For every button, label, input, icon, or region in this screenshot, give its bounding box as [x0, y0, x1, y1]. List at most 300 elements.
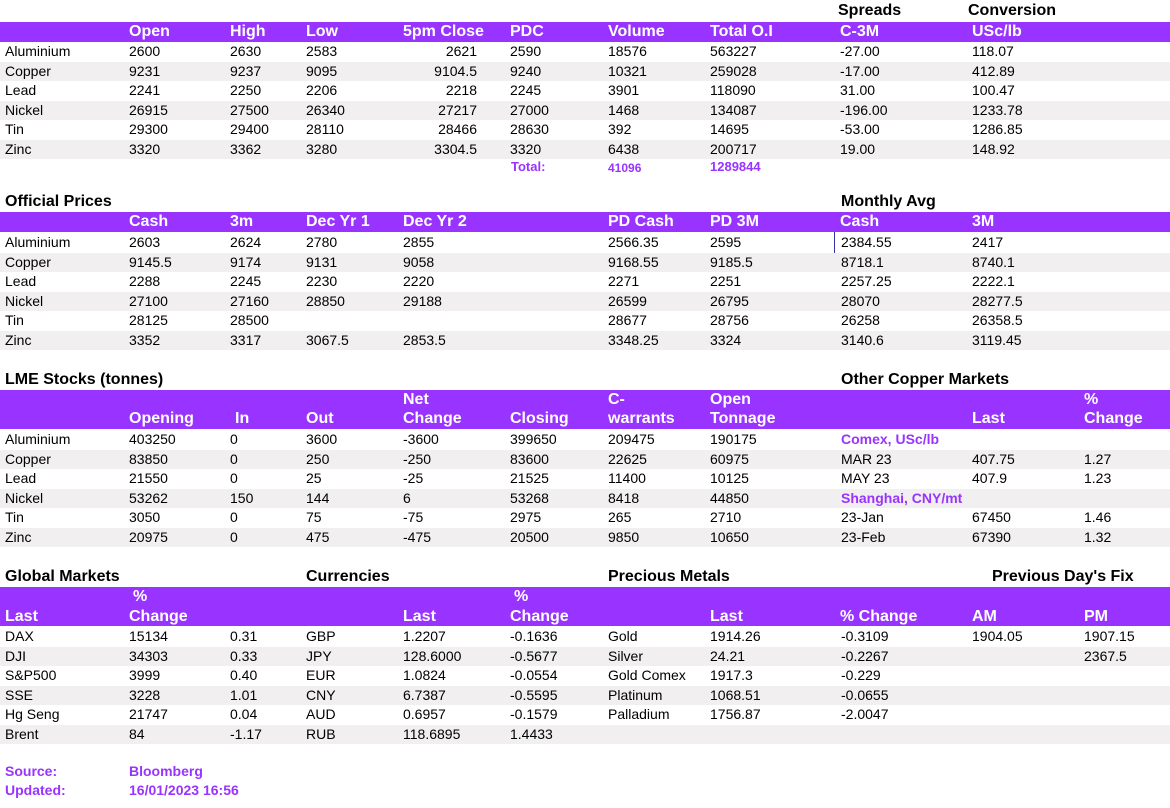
previous-fix-title: Previous Day's Fix: [992, 568, 1134, 585]
official-table: [0, 233, 1170, 350]
table-row: [0, 253, 1170, 273]
closing-value: 399650: [510, 431, 557, 447]
index-last: 15134: [129, 628, 168, 644]
monthly-cash-value: 8718.1: [841, 253, 884, 270]
global-header-pct-2: Change: [129, 608, 188, 625]
official-header-pd-3m: PD 3M: [710, 213, 759, 230]
table-row: [0, 705, 1170, 725]
currency-last: 128.6000: [403, 647, 462, 664]
global-markets-title: Global Markets: [5, 568, 120, 585]
metal-name: Silver: [608, 647, 644, 664]
other-market-label: Comex, USc/lb: [841, 431, 940, 447]
official-prices-title: Official Prices: [5, 193, 112, 210]
out-value: 250: [306, 450, 330, 467]
fix-header-am: AM: [972, 608, 997, 625]
index-change: 0.04: [230, 706, 258, 722]
usclb-value: 1233.78: [972, 101, 1023, 118]
volume-value: 1468: [608, 101, 640, 118]
metal-change: -0.2267: [841, 647, 889, 664]
metal-name: Zinc: [5, 528, 32, 545]
currency-name: CNY: [306, 686, 336, 703]
currency-change: -0.5677: [510, 647, 558, 664]
other-last-value: 67450: [972, 509, 1011, 525]
low-value: 2583: [306, 43, 338, 59]
pd-cash-value: 2566.35: [608, 234, 659, 250]
table-row: [0, 666, 1170, 686]
low-value: 3280: [306, 140, 338, 157]
cash-value: 9145.5: [129, 253, 172, 270]
metal-name: Aluminium: [5, 43, 71, 59]
net-change-value: 6: [403, 489, 411, 506]
pdc-value: 3320: [510, 140, 542, 157]
out-value: 75: [306, 509, 322, 525]
c3m-value: 19.00: [840, 140, 876, 157]
other-change-value: 1.32: [1084, 528, 1112, 545]
other-change-value: 1.46: [1084, 509, 1112, 525]
c3m-value: 31.00: [840, 82, 876, 98]
cwarrants-value: 209475: [608, 431, 655, 447]
table-row: [0, 331, 1170, 351]
index-name: S&P500: [5, 667, 57, 683]
dec-yr-1-value: 2780: [306, 234, 338, 250]
monthly-3m-value: 8740.1: [972, 253, 1015, 270]
index-last: 3999: [129, 667, 161, 683]
3m-value: 9174: [230, 253, 262, 270]
currency-last: 118.6895: [403, 725, 461, 742]
monthly-cash-value: 2257.25: [841, 273, 892, 289]
table-row: [0, 469, 1170, 489]
total-oi-value: 259028: [710, 62, 757, 79]
stocks-header-opening: Opening: [129, 410, 194, 427]
out-value: 25: [306, 470, 322, 486]
index-last: 21747: [129, 706, 168, 722]
open-tonnage-value: 44850: [710, 489, 749, 506]
metal-last: 1914.26: [710, 628, 761, 644]
closing-value: 53268: [510, 489, 549, 506]
metal-name: Palladium: [608, 706, 670, 722]
stocks-header-ot-2: Tonnage: [710, 410, 776, 427]
metal-name: Nickel: [5, 101, 44, 118]
monthly-3m-value: 2222.1: [972, 273, 1015, 289]
cash-value: 2288: [129, 273, 161, 289]
prices-header-total-oi: Total O.I: [710, 23, 773, 40]
prices-header-volume: Volume: [608, 23, 665, 40]
total-oi-value: 200717: [710, 140, 757, 157]
updated-label: Updated:: [5, 782, 66, 798]
other-market-label: MAR 23: [841, 450, 892, 467]
updated-value: 16/01/2023 16:56: [129, 782, 239, 798]
in-value: 0: [230, 431, 238, 447]
official-header-3m: 3m: [230, 213, 254, 230]
index-name: Brent: [5, 725, 39, 742]
monthly-cash-value: 2384.55: [841, 234, 892, 250]
index-name: Hg Seng: [5, 706, 60, 722]
open-tonnage-value: 2710: [710, 509, 742, 525]
low-value: 2206: [306, 82, 338, 98]
volume-value: 3901: [608, 82, 640, 98]
other-copper-title: Other Copper Markets: [841, 371, 1010, 388]
stocks-header-ot-1: Open: [710, 391, 751, 408]
total-label: Total:: [511, 159, 546, 174]
dec-yr-1-value: 2230: [306, 273, 338, 289]
stocks-header-cw-1: C-: [608, 391, 625, 408]
closing-value: 21525: [510, 470, 549, 486]
index-last: 3228: [129, 686, 161, 703]
cwarrants-value: 9850: [608, 528, 640, 545]
cash-value: 27100: [129, 292, 168, 309]
index-change: 1.01: [230, 686, 258, 703]
usclb-value: 100.47: [972, 82, 1015, 98]
monthly-header-3m: 3M: [972, 213, 995, 230]
in-value: 0: [230, 470, 238, 486]
usclb-value: 412.89: [972, 62, 1015, 79]
opening-value: 83850: [129, 450, 168, 467]
closing-value: 20500: [510, 528, 549, 545]
stocks-table: [0, 430, 1170, 547]
low-value: 28110: [306, 121, 344, 137]
table-row: [0, 292, 1170, 312]
global-table: [0, 627, 1170, 744]
currency-change: -0.1579: [510, 706, 558, 722]
global-header-last: Last: [5, 608, 38, 625]
official-header-pd-cash: PD Cash: [608, 213, 674, 230]
cash-value: 3352: [129, 331, 161, 348]
c3m-value: -17.00: [840, 62, 880, 79]
pd-cash-value: 9168.55: [608, 253, 659, 270]
out-value: 144: [306, 489, 330, 506]
metal-name: Aluminium: [5, 234, 71, 250]
currency-header-pct-2: Change: [510, 608, 569, 625]
pdc-value: 28630: [510, 121, 549, 137]
closing-value: 2975: [510, 509, 542, 525]
cwarrants-value: 11400: [608, 470, 646, 486]
currency-header-pct-1: %: [514, 588, 529, 605]
opening-value: 3050: [129, 509, 161, 525]
monthly-3m-value: 26358.5: [972, 312, 1023, 328]
pd-3m-value: 2251: [710, 273, 742, 289]
metal-last: 1917.3: [710, 667, 753, 683]
open-tonnage-value: 10650: [710, 528, 749, 545]
prices-header-high: High: [230, 23, 266, 40]
other-last-value: 67390: [972, 528, 1011, 545]
usclb-value: 1286.85: [972, 121, 1023, 137]
high-value: 2630: [230, 43, 262, 59]
3m-value: 2245: [230, 273, 262, 289]
metal-name: Copper: [5, 450, 51, 467]
table-row: [0, 42, 1170, 62]
fix-pm-value: 2367.5: [1084, 647, 1127, 664]
stocks-header-net-2: Change: [403, 410, 462, 427]
table-row: [0, 311, 1170, 331]
index-change: 0.40: [230, 667, 258, 683]
table-row: [0, 725, 1170, 745]
other-market-label: MAY 23: [841, 470, 890, 486]
metal-name: Gold: [608, 628, 638, 644]
currency-header-last: Last: [403, 608, 436, 625]
low-value: 26340: [306, 101, 345, 118]
in-value: 0: [230, 528, 238, 545]
official-header-cash: Cash: [129, 213, 169, 230]
official-header-dec-yr-1: Dec Yr 1: [306, 213, 370, 230]
currency-change: -0.1636: [510, 628, 558, 644]
open-value: 2600: [129, 43, 161, 59]
table-row: [0, 140, 1170, 160]
pdc-value: 9240: [510, 62, 542, 79]
opening-value: 20975: [129, 528, 168, 545]
prices-table: [0, 42, 1170, 159]
official-header-band: [0, 212, 1170, 232]
close-value: 9104.5: [434, 62, 477, 79]
open-value: 9231: [129, 62, 161, 79]
metal-name: Zinc: [5, 140, 32, 157]
other-header-pct-1: %: [1084, 391, 1099, 408]
high-value: 9237: [230, 62, 262, 79]
lme-stocks-title: LME Stocks (tonnes): [5, 371, 164, 388]
metal-change: -0.0655: [841, 686, 889, 703]
pd-cash-value: 28677: [608, 312, 647, 328]
metal-name: Lead: [5, 470, 37, 486]
dec-yr-1-value: 9131: [306, 253, 338, 270]
cwarrants-value: 8418: [608, 489, 640, 506]
index-change: 0.33: [230, 647, 258, 664]
source-label: Source:: [5, 763, 58, 779]
other-header-pct-2: Change: [1084, 410, 1143, 427]
open-tonnage-value: 60975: [710, 450, 749, 467]
other-market-label: 23-Feb: [841, 528, 886, 545]
total-oi-value: 563227: [710, 43, 757, 59]
stocks-header-cw-2: warrants: [608, 410, 675, 427]
table-row: [0, 528, 1170, 548]
other-last-value: 407.9: [972, 470, 1008, 486]
net-change-value: -75: [403, 509, 424, 525]
metal-name: Gold Comex: [608, 667, 686, 683]
3m-value: 27160: [230, 292, 269, 309]
3m-value: 2624: [230, 234, 262, 250]
pd-3m-value: 9185.5: [710, 253, 753, 270]
prices-header-open: Open: [129, 23, 170, 40]
monthly-3m-value: 2417: [972, 234, 1004, 250]
3m-value: 28500: [230, 312, 269, 328]
table-row: [0, 430, 1170, 450]
close-value: 2218: [445, 82, 477, 98]
source-value: Bloomberg: [129, 763, 203, 779]
metal-name: Platinum: [608, 686, 663, 703]
currency-name: GBP: [306, 628, 336, 644]
stocks-header-net-1: Net: [403, 391, 429, 408]
opening-value: 21550: [129, 470, 168, 486]
pd-3m-value: 3324: [710, 331, 742, 348]
currency-change: -0.5595: [510, 686, 558, 703]
net-change-value: -250: [403, 450, 432, 467]
index-last: 84: [129, 725, 145, 742]
total-oi-value: 134087: [710, 101, 757, 118]
conversion-title: Conversion: [968, 2, 1057, 19]
metal-name: Nickel: [5, 292, 44, 309]
out-value: 3600: [306, 431, 338, 447]
c3m-value: -196.00: [840, 101, 888, 118]
dec-yr-2-value: 9058: [403, 253, 435, 270]
usclb-value: 148.92: [972, 140, 1015, 157]
opening-value: 403250: [129, 431, 176, 447]
prices-header-5pm-close: 5pm Close: [403, 23, 484, 40]
index-change: -1.17: [230, 725, 262, 742]
table-row: [0, 62, 1170, 82]
index-name: DAX: [5, 628, 34, 644]
total-oi-value: 14695: [710, 121, 749, 137]
currency-last: 0.6957: [403, 706, 446, 722]
metal-name: Zinc: [5, 331, 32, 348]
table-row: [0, 508, 1170, 528]
out-value: 475: [306, 528, 330, 545]
low-value: 9095: [306, 62, 338, 79]
open-value: 2241: [129, 82, 161, 98]
pd-3m-value: 28756: [710, 312, 749, 328]
high-value: 2250: [230, 82, 262, 98]
official-header-dec-yr-2: Dec Yr 2: [403, 213, 467, 230]
open-value: 29300: [129, 121, 168, 137]
volume-value: 18576: [608, 43, 647, 59]
global-header-pct-1: %: [133, 588, 148, 605]
other-last-value: 407.75: [972, 450, 1015, 467]
metal-name: Tin: [5, 509, 24, 525]
monthly-cash-value: 26258: [841, 312, 880, 328]
table-row: [0, 686, 1170, 706]
monthly-3m-value: 3119.45: [972, 331, 1022, 348]
currency-change: -0.0554: [510, 667, 558, 683]
monthly-header-cash: Cash: [840, 213, 880, 230]
metal-name: Copper: [5, 253, 51, 270]
pdc-value: 2245: [510, 82, 542, 98]
metal-last: 1068.51: [710, 686, 761, 703]
stocks-header-out: Out: [306, 410, 334, 427]
other-market-label: Shanghai, CNY/mt: [841, 489, 963, 506]
open-value: 3320: [129, 140, 161, 157]
other-change-value: 1.27: [1084, 450, 1112, 467]
metal-change: -2.0047: [841, 706, 889, 722]
currency-change: 1.4433: [510, 725, 553, 742]
dec-yr-2-value: 2220: [403, 273, 435, 289]
total-oi: 1289844: [710, 159, 761, 174]
close-value: 28466: [438, 121, 477, 137]
open-tonnage-value: 190175: [710, 431, 757, 447]
cwarrants-value: 22625: [608, 450, 647, 467]
close-value: 3304.5: [434, 140, 477, 157]
open-value: 26915: [129, 101, 168, 118]
prices-header-usclb: USc/lb: [972, 23, 1022, 40]
precious-metals-title: Precious Metals: [608, 568, 730, 585]
table-row: [0, 233, 1170, 253]
net-change-value: -475: [403, 528, 432, 545]
dec-yr-2-value: 2855: [403, 234, 435, 250]
cwarrants-value: 265: [608, 509, 632, 525]
table-row: [0, 450, 1170, 470]
high-value: 3362: [230, 140, 262, 157]
dec-yr-2-value: 2853.5: [403, 331, 446, 348]
stocks-header-closing: Closing: [510, 410, 569, 427]
prices-header-low: Low: [306, 23, 338, 40]
in-value: 0: [230, 450, 238, 467]
pd-3m-value: 26795: [710, 292, 749, 309]
dec-yr-1-value: 3067.5: [306, 331, 349, 348]
pd-cash-value: 2271: [608, 273, 640, 289]
currency-last: 1.0824: [403, 667, 446, 683]
index-name: DJI: [5, 647, 26, 664]
pd-3m-value: 2595: [710, 234, 742, 250]
usclb-value: 118.07: [972, 43, 1014, 59]
high-value: 27500: [230, 101, 269, 118]
pdc-value: 27000: [510, 101, 549, 118]
close-value: 2621: [445, 43, 477, 59]
index-last: 34303: [129, 647, 168, 664]
fix-header-pm: PM: [1084, 608, 1108, 625]
prices-header-pdc: PDC: [510, 23, 544, 40]
net-change-value: -25: [403, 470, 424, 486]
stocks-header-in: In: [235, 410, 250, 427]
c3m-value: -53.00: [840, 121, 880, 137]
table-row: [0, 101, 1170, 121]
closing-value: 83600: [510, 450, 549, 467]
in-value: 0: [230, 509, 238, 525]
dec-yr-2-value: 29188: [403, 292, 442, 309]
prices-header-c3m: C-3M: [840, 23, 880, 40]
table-row: [0, 120, 1170, 140]
dec-yr-1-value: 28850: [306, 292, 345, 309]
other-market-label: 23-Jan: [841, 509, 884, 525]
fix-am-value: 1904.05: [972, 628, 1023, 644]
volume-value: 392: [608, 121, 632, 137]
table-row: [0, 272, 1170, 292]
metal-name: Tin: [5, 312, 24, 328]
spreads-title: Spreads: [838, 2, 902, 19]
metal-last: 1756.87: [710, 706, 761, 722]
cash-value: 2603: [129, 234, 161, 250]
currency-name: EUR: [306, 667, 336, 683]
precious-header-change: % Change: [840, 608, 918, 625]
metal-name: Copper: [5, 62, 51, 79]
total-volume: 41096: [608, 161, 642, 175]
currency-last: 6.7387: [403, 686, 446, 703]
metal-last: 24.21: [710, 647, 746, 664]
metal-change: -0.229: [841, 667, 881, 683]
metal-name: Lead: [5, 82, 37, 98]
fix-pm-value: 1907.15: [1084, 628, 1135, 644]
table-row: [0, 81, 1170, 101]
currency-name: RUB: [306, 725, 336, 742]
metal-name: Lead: [5, 273, 37, 289]
precious-header-last: Last: [710, 608, 743, 625]
monthly-cash-value: 28070: [841, 292, 880, 309]
metal-name: Aluminium: [5, 431, 71, 447]
pd-cash-value: 3348.25: [608, 331, 659, 348]
metal-change: -0.3109: [841, 628, 889, 644]
close-value: 27217: [438, 101, 477, 118]
volume-value: 6438: [608, 140, 640, 157]
currency-last: 1.2207: [403, 628, 446, 644]
other-header-last: Last: [972, 410, 1005, 427]
open-tonnage-value: 10125: [710, 470, 749, 486]
net-change-value: -3600: [403, 431, 439, 447]
volume-value: 10321: [608, 62, 647, 79]
monthly-avg-title: Monthly Avg: [841, 193, 936, 210]
cash-value: 28125: [129, 312, 168, 328]
total-oi-value: 118090: [710, 82, 756, 98]
table-row: [0, 647, 1170, 667]
currency-name: JPY: [306, 647, 332, 664]
currencies-title: Currencies: [306, 568, 390, 585]
high-value: 29400: [230, 121, 269, 137]
metal-name: Tin: [5, 121, 24, 137]
monthly-3m-value: 28277.5: [972, 292, 1023, 309]
